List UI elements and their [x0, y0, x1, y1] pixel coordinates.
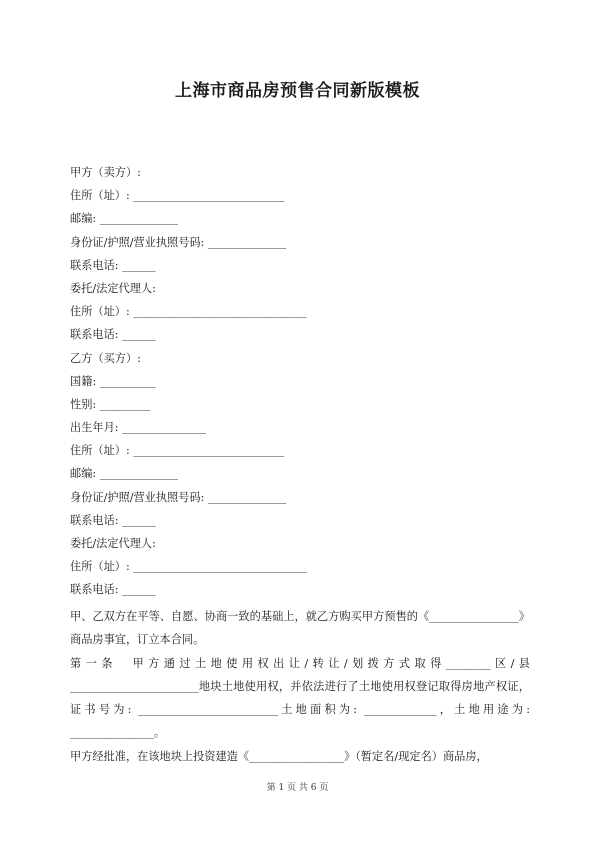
buyer-address-field: 住所（址）: ___________________________: [70, 444, 285, 458]
buyer-birthdate-field: 出生年月: _______________: [70, 421, 206, 435]
buyer-label: 乙方（买方）:: [70, 351, 141, 365]
buyer-agent-address-field: 住所（址）: _______________________________: [70, 560, 307, 574]
seller-agent-label: 委托/法定代理人:: [70, 281, 156, 295]
buyer-gender-field: 性别: _________: [70, 397, 151, 411]
party-info-block: [70, 161, 530, 602]
buyer-postcode-field: 邮编: ______________: [70, 467, 179, 481]
seller-id-field: 身份证/护照/营业执照号码: ______________: [70, 235, 287, 249]
document-title: 上海市商品房预售合同新版模板: [175, 81, 420, 101]
buyer-agent-label: 委托/法定代理人:: [70, 537, 156, 550]
seller-agent-address-field: 住所（址）: _______________________________: [70, 305, 307, 319]
buyer-phone-field: 联系电话: ______: [70, 513, 156, 527]
article-one-body: _______________________地块土地使用权，并依法进行了土地使用权登记取得房地产权证，证书号为: _________________________土地面积为: _____________，土地用途为: _______________。: [70, 680, 530, 739]
buyer-id-field: 身份证/护照/营业执照号码: ______________: [70, 490, 287, 504]
buyer-nationality-field: 国籍: __________: [70, 374, 156, 388]
buyer-agent-phone-field: 联系电话: ______: [70, 583, 156, 597]
construction-approval-paragraph: 甲方经批准，在该地块上投资建造《_________________》（暂定名/现定名）商品房，: [70, 750, 488, 763]
seller-postcode-field: 邮编: ______________: [70, 212, 179, 226]
seller-address-field: 住所（址）: ___________________________: [70, 189, 285, 203]
article-one-first-line: 第一条 甲方通过土地使用权出让/转让/划拨方式取得________区/县: [70, 657, 530, 670]
seller-agent-phone-field: 联系电话: ______: [70, 328, 156, 342]
seller-label: 甲方（卖方）:: [70, 166, 141, 179]
page-number-footer: 第 1 页 共 6 页: [266, 783, 329, 793]
article-one-paragraph: [70, 652, 530, 744]
agreement-intro-paragraph: 甲、乙双方在平等、自愿、协商一致的基础上，就乙方购买甲方预售的《________________》商品房事宜，订立本合同。: [70, 610, 530, 646]
seller-phone-field: 联系电话: ______: [70, 258, 156, 272]
